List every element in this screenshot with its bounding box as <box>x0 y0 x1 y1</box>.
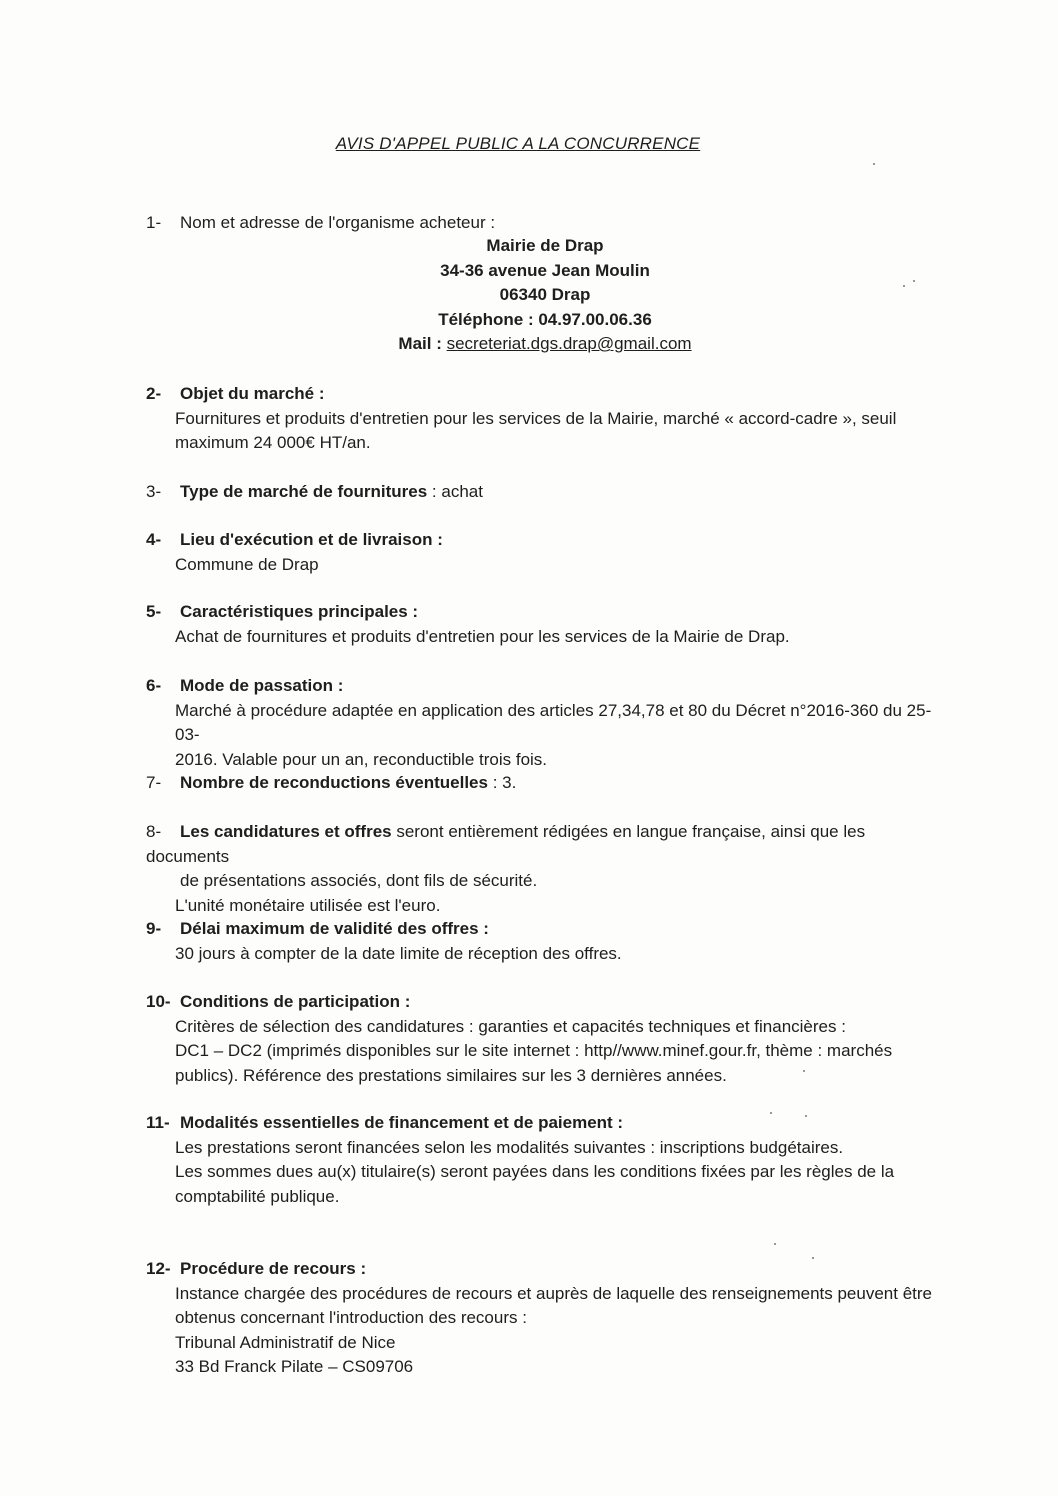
section-heading: Caractéristiques principales : <box>180 602 419 621</box>
section-text: de présentations associés, dont fils de sécurité. <box>180 871 538 890</box>
section-number: 12- <box>146 1259 171 1278</box>
section-12 <box>146 1257 936 1380</box>
section-heading: Nombre de reconductions éventuelles <box>180 773 488 792</box>
section-text: Les prestations seront financées selon les modalités suivantes : inscriptions budgétaires. <box>175 1137 844 1157</box>
section-5 <box>146 600 936 649</box>
section-text: publics). Référence des prestations similaires sur les 3 dernières années. <box>175 1065 727 1085</box>
section-text: 2016. Valable pour un an, reconductible trois fois. <box>175 749 548 769</box>
document-title: AVIS D'APPEL PUBLIC A LA CONCURRENCE <box>335 134 701 153</box>
section-number: 6- <box>146 676 162 695</box>
section-text: DC1 – DC2 (imprimés disponibles sur le site internet : http//www.minef.gour.fr, thème : marchés <box>175 1041 893 1060</box>
section-text: Les sommes dues au(x) titulaire(s) seront payées dans les conditions fixées par les règles de la <box>175 1162 895 1181</box>
section-heading: Objet du marché : <box>180 384 325 403</box>
section-8 <box>146 820 936 918</box>
section-number: 10- <box>146 992 171 1011</box>
section-number: 5- <box>146 602 162 621</box>
section-heading: Modalités essentielles de financement et de paiement : <box>180 1113 624 1132</box>
section-heading: Lieu d'exécution et de livraison : <box>180 530 443 549</box>
section-heading: Délai maximum de validité des offres : <box>180 919 489 938</box>
buyer-name: Mairie de Drap <box>486 236 604 255</box>
section-text: comptabilité publique. <box>175 1186 340 1206</box>
section-number: 2- <box>146 384 162 403</box>
section-text: seront entièrement rédigées en langue française, ainsi que les documents <box>146 822 866 866</box>
scan-speck <box>873 163 875 165</box>
scan-speck <box>770 1112 772 1114</box>
mail-label: Mail : <box>398 334 447 353</box>
section-number: 11- <box>146 1113 170 1132</box>
section-heading: Type de marché de fournitures <box>180 482 428 501</box>
section-text: 33 Bd Franck Pilate – CS09706 <box>175 1357 414 1376</box>
buyer-phone: Téléphone : 04.97.00.06.36 <box>438 309 652 329</box>
section-7 <box>146 771 936 796</box>
section-text: maximum 24 000€ HT/an. <box>175 433 371 452</box>
section-2 <box>146 382 936 456</box>
section-number: 7- <box>146 773 162 792</box>
buyer-city: 06340 Drap <box>499 285 591 304</box>
section-heading: Nom et adresse de l'organisme acheteur : <box>180 213 496 232</box>
section-text: Instance chargée des procédures de recours et auprès de laquelle des renseignements peuvent être <box>175 1283 932 1303</box>
section-number: 9- <box>146 919 162 938</box>
section-11 <box>146 1111 936 1209</box>
section-value: : 3. <box>487 773 517 792</box>
section-number: 8- <box>146 822 162 841</box>
section-10 <box>146 990 936 1088</box>
section-heading: Procédure de recours : <box>180 1259 367 1278</box>
section-text: Tribunal Administratif de Nice <box>175 1332 396 1352</box>
email-link[interactable]: secreteriat.dgs.drap@gmail.com <box>446 334 692 353</box>
buyer-address <box>0 234 1058 357</box>
scan-speck <box>913 280 915 282</box>
section-text: 30 jours à compter de la date limite de réception des offres. <box>175 943 622 963</box>
scan-speck <box>774 1243 776 1245</box>
section-text: Marché à procédure adaptée en application des articles 27,34,78 et 80 du Décret n°2016-360 du 25-03- <box>175 700 932 744</box>
buyer-street: 34-36 avenue Jean Moulin <box>440 260 650 280</box>
scan-speck <box>812 1257 814 1259</box>
section-text: Critères de sélection des candidatures : garanties et capacités techniques et financières : <box>175 1016 846 1036</box>
section-number: 3- <box>146 482 162 501</box>
section-9 <box>146 917 936 966</box>
section-3 <box>146 480 936 505</box>
scan-speck <box>805 1115 807 1117</box>
section-number: 4- <box>146 530 162 549</box>
scan-speck <box>803 1070 805 1072</box>
section-text: obtenus concernant l'introduction des recours : <box>175 1308 527 1327</box>
section-text: L'unité monétaire utilisée est l'euro. <box>175 895 441 915</box>
section-text: Commune de Drap <box>175 554 319 574</box>
section-heading: Les candidatures et offres <box>180 822 392 841</box>
section-number: 1- <box>146 213 162 232</box>
section-heading: Mode de passation : <box>180 676 344 695</box>
section-heading: Conditions de participation : <box>180 992 411 1011</box>
section-1 <box>146 211 936 236</box>
section-value: : achat <box>427 482 483 501</box>
buyer-mail <box>0 332 1058 357</box>
section-text: Achat de fournitures et produits d'entretien pour les services de la Mairie de Drap. <box>175 626 790 646</box>
section-text: Fournitures et produits d'entretien pour les services de la Mairie, marché « accord-cadre », seuil <box>175 408 897 428</box>
scan-speck <box>903 285 905 287</box>
section-6 <box>146 674 936 772</box>
section-4 <box>146 528 936 577</box>
